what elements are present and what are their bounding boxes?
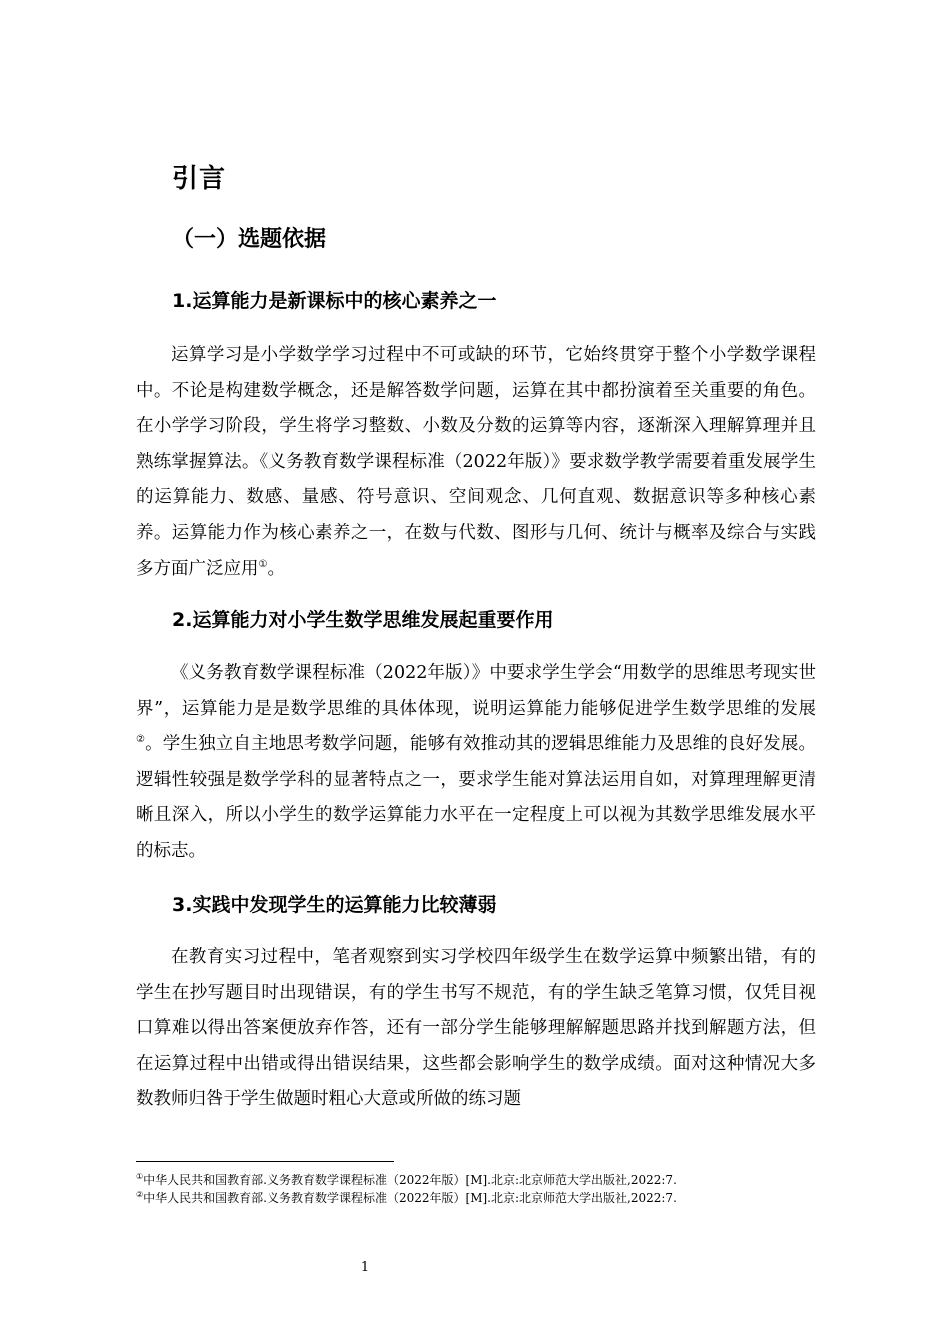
paragraph-tail: 。学生独立自主地思考数学问题，能够有效推动其的逻辑思维能力及思维的良好发展。逻辑性较强是数学学科的显著特点之一，要求学生能对算法运用自如，对算理理解更清晰且深入，所以小学生的数学运算能力水平在一定程度上可以视为其数学思维发展水平的标志。 — [136, 734, 816, 861]
footnote-text: 中华人民共和国教育部.义务教育数学课程标准（2022年版）[M].北京:北京师范大学出版社,2022:7. — [143, 1191, 677, 1205]
paragraph-text: 运算学习是小学数学学习过程中不可或缺的环节，它始终贯穿于整个小学数学课程中。不论是构建数学概念，还是解答数学问题，运算在其中都扮演着至关重要的角色。在小学学习阶段，学生将学习整数、小数及分数的运算等内容，逐渐深入理解算理并且熟练掌握算法。《义务教育数学课程标准（2022年版）》要求数学教学需要着重发展学生的运算能力、数感、量感、符号意识、空间观念、几何直观、数据意识等多种核心素养。运算能力作为核心素养之一，在数与代数、图形与几何、统计与概率及综合与实践多方面广泛应用 — [136, 345, 816, 579]
subsection-2-paragraph — [136, 656, 816, 870]
footnote-text: 中华人民共和国教育部.义务教育数学课程标准（2022年版）[M].北京:北京师范大学出版社,2022:7. — [143, 1173, 677, 1187]
footnote-mark: ② — [136, 1190, 144, 1199]
page-number: 1 — [360, 1260, 370, 1275]
subsection-3-title: 3.实践中发现学生的运算能力比较薄弱 — [172, 894, 497, 916]
section-title: （一）选题依据 — [172, 227, 327, 252]
subsection-1-paragraph — [136, 338, 816, 587]
subsection-1-title: 1.运算能力是新课标中的核心素养之一 — [172, 290, 497, 312]
subsection-3-paragraph: 在教育实习过程中，笔者观察到实习学校四年级学生在数学运算中频繁出错，有的学生在抄写题目时出现错误，有的学生书写不规范，有的学生缺乏笔算习惯，仅凭目视口算难以得出答案便放弃作答，还有一部分学生能够理解解题思路并找到解题方法，但在运算过程中出错或得出错误结果，这些都会影响学生的数学成绩。面对这种情况大多数教师归咎于学生做题时粗心大意或所做的练习题 — [136, 947, 816, 1110]
footnote-ref-1: ① — [258, 558, 268, 570]
subsection-2-title: 2.运算能力对小学生数学思维发展起重要作用 — [172, 609, 554, 631]
paragraph-text: 《义务教育数学课程标准（2022年版）》中要求学生学会“用数学的思维思考现实世界”，运算能力是是数学思维的具体体现，说明运算能力能够促进学生数学思维的发展 — [136, 663, 816, 719]
footnote-ref-2: ② — [136, 734, 146, 746]
footnote-mark: ① — [136, 1172, 144, 1181]
footnote-1 — [136, 1172, 677, 1188]
footnote-2 — [136, 1190, 677, 1206]
footnote-separator — [136, 1161, 394, 1162]
chapter-heading: 引言 — [172, 164, 227, 194]
paragraph-tail: 。 — [267, 558, 285, 579]
